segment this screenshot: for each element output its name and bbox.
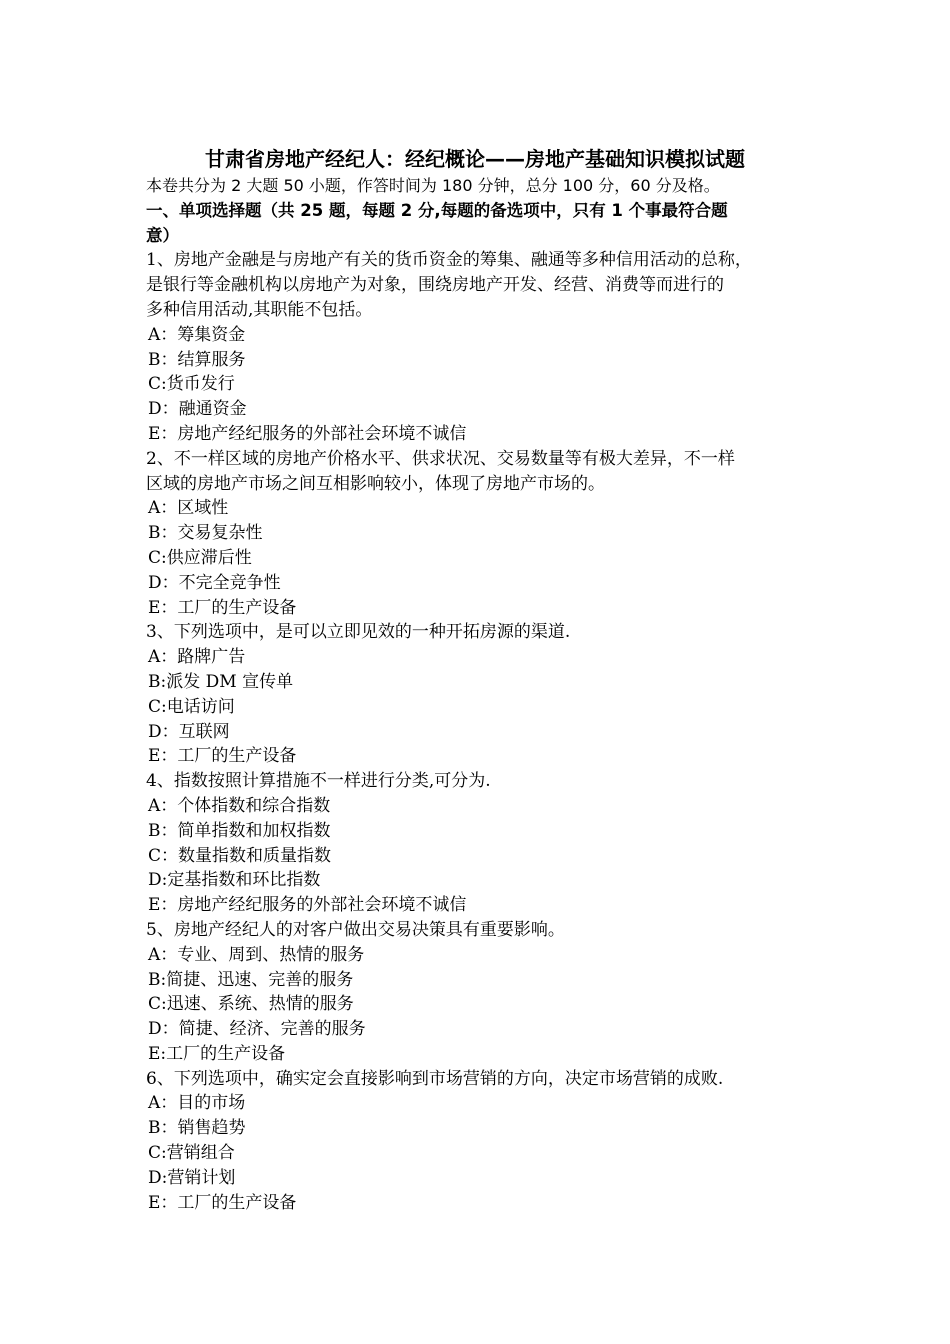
option-d: D：不完全竞争性: [148, 572, 281, 593]
option-a: A：专业、周到、热情的服务: [148, 944, 365, 965]
option-d: D：融通资金: [148, 399, 247, 420]
option-b: B:派发 DM 宣传单: [148, 671, 294, 692]
option-e: E：工厂的生产设备: [148, 746, 297, 767]
option-a: A：区域性: [148, 498, 229, 519]
section-heading: 一、单项选择题（共 25 题，每题 2 分,每题的备选项中，只有 1 个事最符合题: [146, 200, 728, 220]
option-b: B：交易复杂性: [148, 523, 263, 544]
question-1: [146, 248, 826, 446]
document-title: 甘肃省房地产经纪人：经纪概论——房地产基础知识模拟试题: [205, 147, 745, 171]
option-c: C:迅速、系统、热情的服务: [148, 994, 354, 1015]
section-heading-cont: 意）: [146, 225, 179, 245]
option-e: E：工厂的生产设备: [148, 597, 297, 618]
question-stem: 6、下列选项中，确实定会直接影响到市场营销的方向，决定市场营销的成败.: [146, 1068, 724, 1089]
option-e: E：工厂的生产设备: [148, 1192, 297, 1213]
exam-info: 本卷共分为 2 大题 50 小题，作答时间为 180 分钟，总分 100 分，60 分及格。: [146, 176, 720, 195]
question-4: [146, 769, 826, 918]
option-b: B：简单指数和加权指数: [148, 820, 331, 841]
option-e: E：房地产经纪服务的外部社会环境不诚信: [148, 895, 467, 916]
question-3: [146, 620, 826, 769]
question-stem: 2、不一样区域的房地产价格水平、供求状况、交易数量等有极大差异，不一样: [146, 448, 735, 469]
option-d: D：简捷、经济、完善的服务: [148, 1019, 366, 1040]
question-stem: 5、房地产经纪人的对客户做出交易决策具有重要影响。: [146, 919, 565, 940]
option-c: C:营销组合: [148, 1143, 235, 1164]
option-c: C：数量指数和质量指数: [148, 845, 332, 866]
option-e: E:工厂的生产设备: [148, 1043, 286, 1064]
question-stem: 4、指数按照计算措施不一样进行分类,可分为.: [146, 771, 491, 792]
option-b: B:简捷、迅速、完善的服务: [148, 969, 354, 990]
question-stem: 是银行等金融机构以房地产为对象，围绕房地产开发、经营、消费等而进行的: [146, 275, 724, 296]
question-stem: 1、房地产金融是与房地产有关的货币资金的筹集、融通等多种信用活动的总称，: [146, 250, 752, 271]
question-6: [146, 1067, 826, 1216]
option-a: A：个体指数和综合指数: [148, 795, 331, 816]
question-stem: 3、下列选项中，是可以立即见效的一种开拓房源的渠道.: [146, 622, 571, 643]
option-d: D:定基指数和环比指数: [148, 870, 321, 891]
option-a: A：筹集资金: [148, 324, 246, 345]
option-e: E：房地产经纪服务的外部社会环境不诚信: [148, 423, 467, 444]
question-stem: 多种信用活动,其职能不包括。: [146, 299, 373, 320]
option-c: C:电话访问: [148, 696, 235, 717]
document-body: [146, 174, 826, 1215]
option-b: B：结算服务: [148, 349, 246, 370]
question-stem: 区域的房地产市场之间互相影响较小，体现了房地产市场的。: [146, 473, 605, 494]
question-5: [146, 918, 826, 1067]
option-d: D：互联网: [148, 721, 230, 742]
option-a: A：目的市场: [148, 1093, 246, 1114]
option-c: C:供应滞后性: [148, 547, 252, 568]
option-d: D:营销计划: [148, 1167, 236, 1188]
option-c: C:货币发行: [148, 374, 235, 395]
option-b: B：销售趋势: [148, 1118, 246, 1139]
question-2: [146, 447, 826, 621]
option-a: A：路牌广告: [148, 647, 246, 668]
